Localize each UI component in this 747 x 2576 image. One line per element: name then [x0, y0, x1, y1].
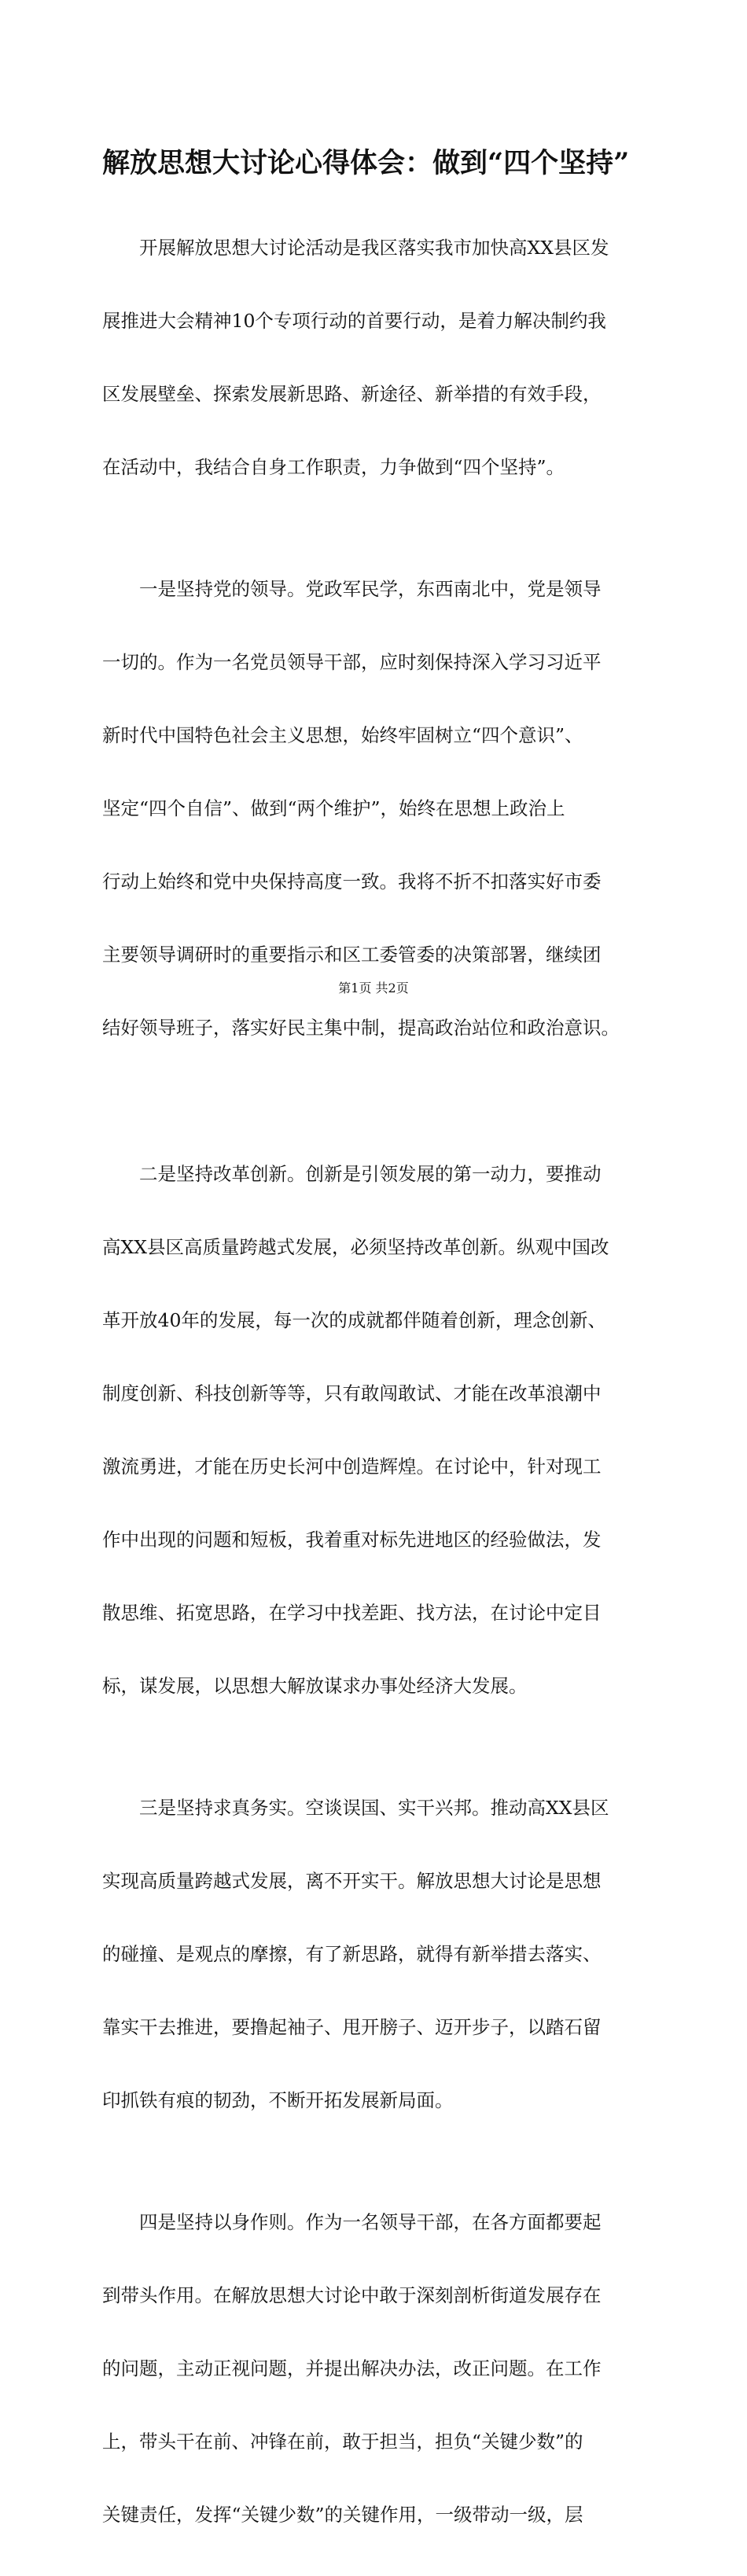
paragraph-line: 三是坚持求真务实。空谈误国、实干兴邦。推动高XX县区	[102, 1797, 609, 1819]
paragraph-intro	[102, 187, 668, 528]
paragraph-spacer	[102, 1089, 668, 1113]
paragraph-line: 实现高质量跨越式发展，离不开实干。解放思想大讨论是思想	[102, 1870, 602, 1892]
paragraph-line: 激流勇进，才能在历史长河中创造辉煌。在讨论中，针对现工	[102, 1455, 602, 1478]
paragraph-line: 行动上始终和党中央保持高度一致。我将不折不扣落实好市委	[102, 870, 602, 892]
paragraph-line: 一是坚持党的领导。党政军民学，东西南北中，党是领导	[102, 578, 602, 600]
paragraph-line: 制度创新、科技创新等等，只有敢闯敢试、才能在改革浪潮中	[102, 1382, 602, 1404]
paragraph-line: 印抓铁有痕的韧劲，不断开拓发展新局面。	[102, 2089, 454, 2111]
paragraph-line: 区发展壁垒、探索发展新思路、新途径、新举措的有效手段，	[102, 383, 602, 405]
paragraph-seek-truth	[102, 1747, 668, 2162]
paragraph-line: 的碰撞、是观点的摩擦，有了新思路，就得有新举措去落实、	[102, 1943, 602, 1965]
paragraph-line: 高XX县区高质量跨越式发展，必须坚持改革创新。纵观中国改	[102, 1236, 609, 1258]
document-body	[102, 187, 668, 2576]
paragraph-line: 上，带头干在前、冲锋在前，敢于担当，担负“关键少数”的	[102, 2431, 583, 2453]
paragraph-line: 结好领导班子，落实好民主集中制，提高政治站位和政治意识。	[102, 1017, 620, 1039]
paragraph-line: 的问题，主动正视问题，并提出解决办法，改正问题。在工作	[102, 2357, 602, 2379]
paragraph-line: 四是坚持以身作则。作为一名领导干部，在各方面都要起	[102, 2211, 602, 2233]
page-number-footer: 第1页 共2页	[338, 981, 409, 995]
paragraph-line: 靠实干去推进，要撸起袖子、甩开膀子、迈开步子，以踏石留	[102, 2016, 602, 2038]
paragraph-line: 二是坚持改革创新。创新是引领发展的第一动力，要推动	[102, 1163, 602, 1185]
paragraph-line: 关键责任，发挥“关键少数”的关键作用，一级带动一级，层	[102, 2504, 583, 2526]
paragraph-line: 革开放40年的发展，每一次的成就都伴随着创新，理念创新、	[102, 1309, 606, 1331]
paragraph-line: 开展解放思想大讨论活动是我区落实我市加快高XX县区发	[102, 237, 609, 259]
paragraph-lead-by-example	[102, 2162, 668, 2576]
paragraph-reform-innovation	[102, 1113, 668, 1747]
paragraph-line: 主要领导调研时的重要指示和区工委管委的决策部署，继续团	[102, 944, 602, 966]
paragraph-line: 坚定“四个自信”、做到“两个维护”，始终在思想上政治上	[102, 797, 565, 819]
paragraph-line: 一切的。作为一名党员领导干部，应时刻保持深入学习习近平	[102, 651, 602, 673]
paragraph-line: 展推进大会精神10个专项行动的首要行动，是着力解决制约我	[102, 310, 606, 332]
document-title: 解放思想大讨论心得体会：做到“四个坚持”	[102, 147, 630, 179]
paragraph-line: 作中出现的问题和短板，我着重对标先进地区的经验做法，发	[102, 1529, 602, 1551]
paragraph-party-leadership	[102, 528, 668, 1089]
paragraph-line: 散思维、拓宽思路，在学习中找差距、找方法，在讨论中定目	[102, 1602, 602, 1624]
paragraph-line: 标，谋发展，以思想大解放谋求办事处经济大发展。	[102, 1675, 528, 1697]
paragraph-line: 到带头作用。在解放思想大讨论中敢于深刻剖析街道发展存在	[102, 2284, 602, 2306]
paragraph-line: 在活动中，我结合自身工作职责，力争做到“四个坚持”。	[102, 456, 565, 478]
paragraph-line: 新时代中国特色社会主义思想，始终牢固树立“四个意识”、	[102, 724, 583, 746]
